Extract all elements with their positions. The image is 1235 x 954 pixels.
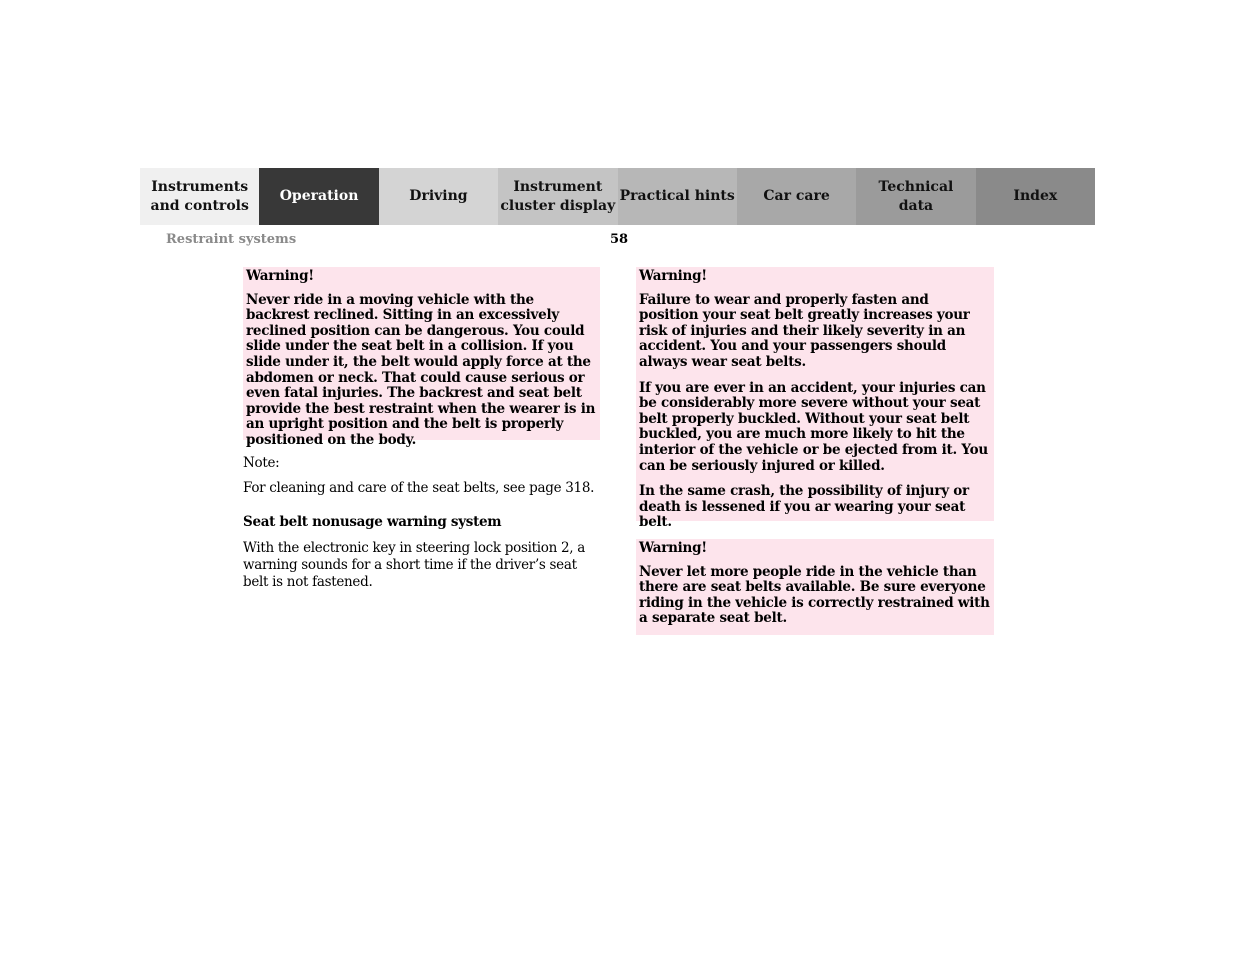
tab-instrument-cluster-display[interactable]: Instrument cluster display	[498, 168, 617, 225]
tab-technical-data[interactable]: Technical data	[856, 168, 975, 225]
warning-box-occupants	[636, 539, 994, 635]
warning-box-seat-belt	[636, 267, 994, 531]
tab-operation[interactable]: Operation	[259, 168, 378, 225]
note-text: For cleaning and care of the seat belts, see page 318.	[243, 480, 595, 496]
note-label: Note:	[243, 455, 280, 471]
tab-instruments-and-controls[interactable]: Instruments and controls	[140, 168, 259, 225]
chapter-tabs	[140, 168, 1095, 225]
tab-practical-hints[interactable]: Practical hints	[618, 168, 737, 225]
warning-text: Never let more people ride in the vehicle than there are seat belts available. Be sure everyone riding in the vehicle is correctly restrained with a separate seat belt.	[639, 563, 990, 627]
warning-text: If you are ever in an accident, your injuries can be considerably more severe without your seat belt properly buckled. Without your seat belt buckled, you are much more likely to hit the interior of the vehicle or be ejected from it. You can be seriously injured or killed.	[639, 379, 988, 474]
warning-box-backrest	[243, 267, 600, 448]
section-title: Restraint systems	[166, 232, 297, 247]
tab-driving[interactable]: Driving	[379, 168, 498, 225]
warning-title: Warning!	[246, 268, 314, 284]
warning-title: Warning!	[639, 268, 707, 284]
tab-car-care[interactable]: Car care	[737, 168, 856, 225]
warning-title: Warning!	[639, 540, 707, 556]
body-paragraph: With the electronic key in steering lock position 2, a warning sounds for a short time if the driver’s seat belt is not fastened.	[243, 540, 585, 590]
page-number: 58	[610, 232, 629, 247]
warning-text: In the same crash, the possibility of injury or death is lessened if you ar wearing your seat belt.	[639, 483, 969, 531]
warning-text: Failure to wear and properly fasten and position your seat belt greatly increases your risk of injuries and their likely severity in an accident. You and your passengers should always wear seat belts.	[639, 291, 970, 370]
warning-text: Never ride in a moving vehicle with the backrest reclined. Sitting in an excessively reclined position can be dangerous. You could slide under the seat belt in a collision. If you slide under it, the belt would apply force at the abdomen or neck. That could cause serious or even fatal injuries. The backrest and seat belt provide the best restraint when the wearer is in an upright position and the belt is properly positioned on the body.	[246, 291, 596, 448]
tab-index[interactable]: Index	[976, 168, 1095, 225]
section-heading: Seat belt nonusage warning system	[243, 514, 502, 530]
